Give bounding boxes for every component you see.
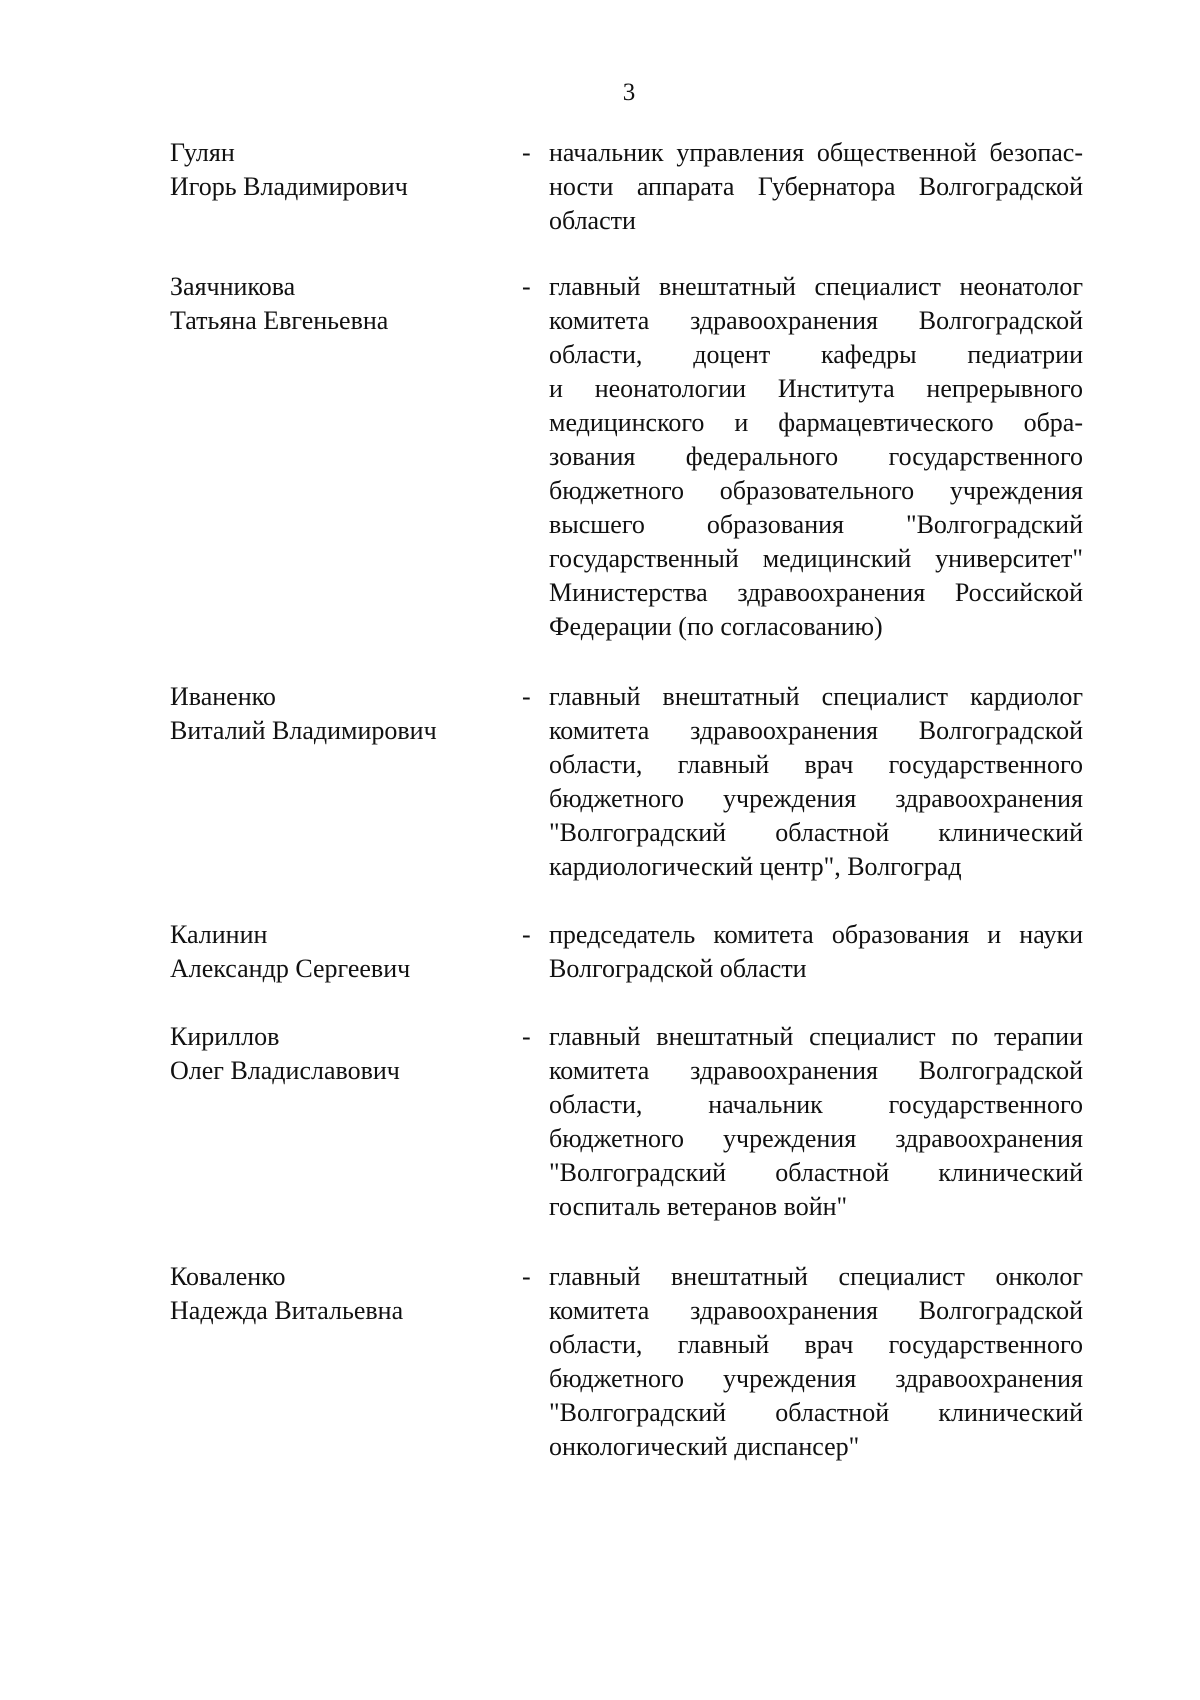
position-line: зования федерального государственного (549, 442, 1083, 471)
position-line: области, главный врач государственного (549, 750, 1083, 779)
member-surname: Заячникова (170, 272, 296, 301)
member-name (170, 1260, 490, 1328)
position-line: кардиологический центр", Волгоград (549, 852, 962, 881)
member-surname: Гулян (170, 138, 235, 167)
position-line: Федерации (по согласованию) (549, 612, 883, 641)
dash-separator: - (522, 682, 531, 711)
member-name (170, 680, 490, 748)
dash-separator: - (522, 1022, 531, 1051)
position-line: комитета здравоохранения Волгоградской (549, 306, 1083, 335)
position-line: бюджетного учреждения здравоохранения (549, 784, 1083, 813)
position-line: председатель комитета образования и науки (549, 920, 1083, 949)
member-name (170, 1020, 490, 1088)
member-position (549, 1020, 1083, 1224)
member-position (549, 270, 1083, 644)
member-given-names: Игорь Владимирович (170, 172, 408, 201)
member-given-names: Татьяна Евгеньевна (170, 306, 389, 335)
position-line: комитета здравоохранения Волгоградской (549, 1056, 1083, 1085)
position-line: онкологический диспансер" (549, 1432, 860, 1461)
member-position (549, 680, 1083, 884)
position-line: области (549, 206, 636, 235)
position-line: "Волгоградский областной клинический (549, 1398, 1083, 1427)
member-position (549, 136, 1083, 238)
position-line: области, доцент кафедры педиатрии (549, 340, 1083, 369)
member-surname: Иваненко (170, 682, 276, 711)
position-line: ности аппарата Губернатора Волгоградской (549, 172, 1083, 201)
position-line: бюджетного образовательного учреждения (549, 476, 1083, 505)
dash-separator: - (522, 920, 531, 949)
position-line: главный внештатный специалист онколог (549, 1262, 1083, 1291)
position-line: госпиталь ветеранов войн" (549, 1192, 848, 1221)
dash-separator: - (522, 138, 531, 167)
member-surname: Кириллов (170, 1022, 280, 1051)
position-line: "Волгоградский областной клинический (549, 1158, 1083, 1187)
position-line: области, начальник государственного (549, 1090, 1083, 1119)
position-line: "Волгоградский областной клинический (549, 818, 1083, 847)
position-line: начальник управления общественной безопас- (549, 138, 1083, 167)
member-given-names: Олег Владиславович (170, 1056, 400, 1085)
page-number: 3 (622, 79, 636, 106)
member-name (170, 918, 490, 986)
dash-separator: - (522, 1262, 531, 1291)
member-name (170, 270, 490, 338)
member-given-names: Виталий Владимирович (170, 716, 437, 745)
member-surname: Калинин (170, 920, 268, 949)
member-name (170, 136, 490, 204)
position-line: высшего образования "Волгоградский (549, 510, 1083, 539)
position-line: и неонатологии Института непрерывного (549, 374, 1083, 403)
position-line: главный внештатный специалист по терапии (549, 1022, 1083, 1051)
position-line: комитета здравоохранения Волгоградской (549, 1296, 1083, 1325)
position-line: бюджетного учреждения здравоохранения (549, 1364, 1083, 1393)
position-line: главный внештатный специалист неонатолог (549, 272, 1083, 301)
position-line: Волгоградской области (549, 954, 807, 983)
member-surname: Коваленко (170, 1262, 286, 1291)
position-line: комитета здравоохранения Волгоградской (549, 716, 1083, 745)
member-position (549, 1260, 1083, 1464)
position-line: государственный медицинский университет" (549, 544, 1083, 573)
member-given-names: Надежда Витальевна (170, 1296, 404, 1325)
position-line: медицинского и фармацевтического обра- (549, 408, 1083, 437)
position-line: области, главный врач государственного (549, 1330, 1083, 1359)
dash-separator: - (522, 272, 531, 301)
position-line: Министерства здравоохранения Российской (549, 578, 1083, 607)
member-position (549, 918, 1083, 986)
member-given-names: Александр Сергеевич (170, 954, 411, 983)
position-line: бюджетного учреждения здравоохранения (549, 1124, 1083, 1153)
position-line: главный внештатный специалист кардиолог (549, 682, 1083, 711)
